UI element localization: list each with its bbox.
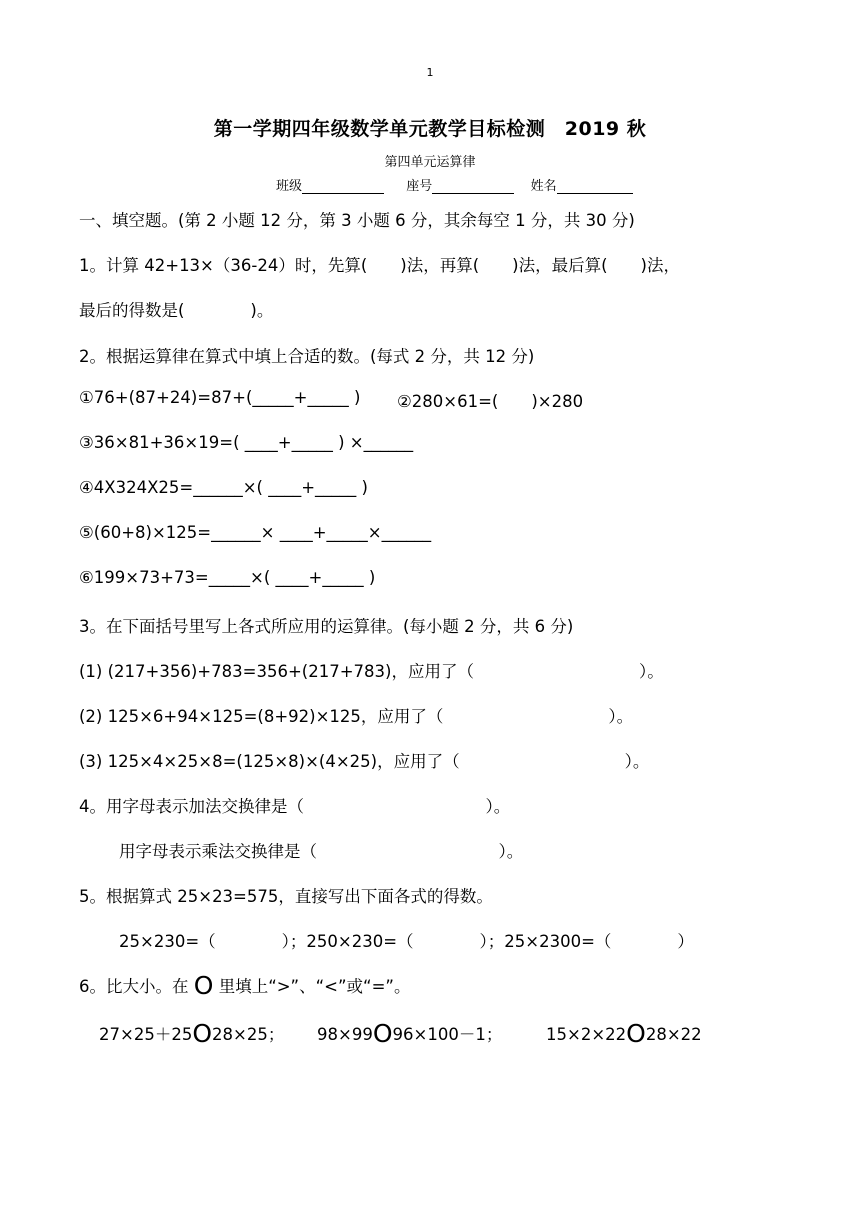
q4-line1: 4。用字母表示加法交换律是（ ）。 [79,797,511,816]
q2-item2: ②280×61=( )×280 [397,392,584,411]
class-label: 班级 [276,179,303,194]
seat-label: 座号 [406,179,433,194]
q5-items: 25×230=（ ）；250×230=（ ）；25×2300=（ ） [119,932,694,951]
page-title: 第一学期四年级数学单元教学目标检测 2019 秋 [213,118,647,140]
q3-item1: (1) (217+356)+783=356+(217+783)，应用了（ ）。 [79,662,664,681]
q4-line2: 用字母表示乘法交换律是（ ）。 [119,842,524,861]
q3-item3: (3) 125×4×25×8=(125×8)×(4×25)，应用了（ ）。 [79,752,650,771]
q1-line2: 最后的得数是( )。 [79,301,274,320]
q6-compare-c [546,1021,702,1046]
q3-heading: 3。在下面括号里写上各式所应用的运算律。(每小题 2 分，共 6 分) [79,617,574,636]
q6-heading-after: 里填上“>”、“<”或“=”。 [218,977,411,996]
class-blank [302,179,384,194]
circle-blank-a[interactable]: O [192,1019,212,1048]
name-label: 姓名 [530,179,557,194]
q6-c-left: 15×2×22 [546,1025,627,1044]
q6-heading-before: 6。比大小。在 [79,977,189,996]
q6-b-left: 98×99 [317,1025,373,1044]
section1-heading: 一、填空题。(第 2 小题 12 分，第 3 小题 6 分，其余每空 1 分，共 30 分) [79,211,635,230]
q6-heading [79,973,410,998]
q3-item2: (2) 125×6+94×125=(8+92)×125，应用了（ ）。 [79,707,634,726]
q6-compare-b [317,1021,502,1046]
q6-c-right: 28×22 [645,1025,702,1044]
q1-line1: 1。计算 42+13×（36-24）时，先算( )法，再算( )法，最后算( )法， [79,256,680,275]
circle-blank-c[interactable]: O [626,1019,646,1048]
page-subtitle: 第四单元运算律 [384,155,476,170]
circle-blank-b[interactable]: O [372,1019,393,1048]
q6-a-left: 27×25＋25 [99,1025,193,1044]
q5-heading: 5。根据算式 25×23=575，直接写出下面各式的得数。 [79,887,493,906]
circle-symbol: O [193,971,214,1000]
q2-item1: ①76+(87+24)=87+(_____+_____ ) [79,388,361,407]
q2-item5: ⑤(60+8)×125=______× ____+_____×______ [79,523,432,542]
page-number: 1 [426,66,434,79]
q2-item4: ④4X324X25=______×( ____+_____ ) [79,478,368,497]
q6-a-right: 28×25； [212,1025,285,1044]
q6-compare-a [99,1021,284,1046]
seat-blank [432,179,514,194]
name-blank [557,179,633,194]
q2-heading: 2。根据运算律在算式中填上合适的数。(每式 2 分，共 12 分) [79,347,535,366]
q2-item3: ③36×81+36×19=( ____+_____ ) ×______ [79,433,414,452]
q6-b-right: 96×100－1； [392,1025,503,1044]
student-info-row [276,175,633,194]
q2-item6: ⑥199×73+73=_____×( ____+_____ ) [79,568,376,587]
